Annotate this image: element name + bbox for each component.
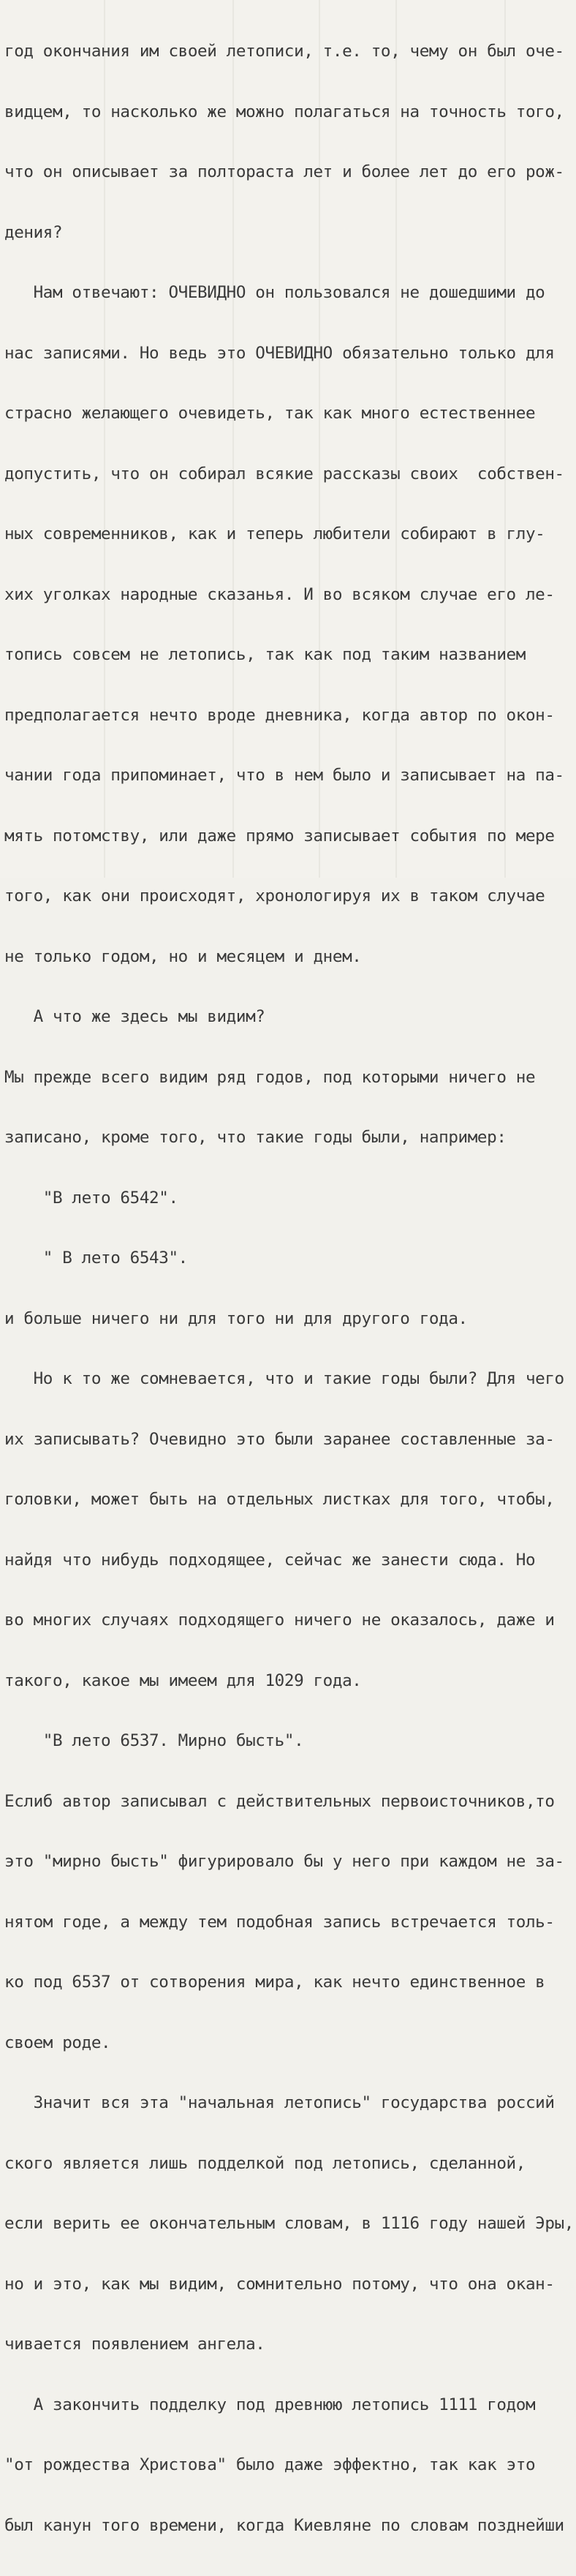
text-line: "В лето 6537. Мирно бысть". [4,1731,304,1750]
text-line: ных современников, как и теперь любители собирают в глу- [4,524,545,543]
text-line: если верить ее окончательным словам, в 1116 году нашей Эры, [4,2214,574,2233]
text-line: ко под 6537 от сотворения мира, как нечто единственное в [4,1973,545,1992]
text-line: "В лето 6542". [4,1188,178,1208]
text-line: хих уголках народные сказанья. И во всяком случае его ле- [4,584,555,604]
text-line: год окончания им своей летописи, т.е. то, чему он был оче- [4,42,564,61]
text-line: того, как они происходят, хронологируя их в таком случае [4,886,545,905]
text-line: записано, кроме того, что такие годы были, например: [4,1128,507,1147]
text-line: своем роде. [4,2033,111,2052]
text-line: предполагается нечто вроде дневника, когда автор по окон- [4,705,555,725]
text-line: " В лето 6543". [4,1249,188,1268]
text-line: нас записями. Но ведь это ОЧЕВИДНО обязательно только для [4,343,555,363]
text-line: такого, какое мы имеем для 1029 года. [4,1671,362,1690]
text-line: Еслиб автор записывал с действительных первоисточников,то [4,1791,555,1811]
text-line: головки, может быть на отдельных листках для того, чтобы, [4,1490,555,1509]
text-line: найдя что нибудь подходящее, сейчас же занести сюда. Но [4,1550,536,1570]
text-line: но и это, как мы видим, сомнительно потому, что она окан- [4,2274,555,2294]
typewritten-text [4,1,576,2576]
text-line: страсно желающего очевидеть, так как много естественнее [4,404,536,423]
text-line: мять потомству, или даже прямо записывает события по мере [4,826,555,846]
text-line: нятом годе, а между тем подобная запись встречается толь- [4,1912,555,1932]
text-line: был канун того времени, когда Киевляне по словам позднейши [4,2515,564,2535]
text-line: чивается появлением ангела. [4,2335,265,2354]
text-line: Мы прежде всего видим ряд годов, под которыми ничего не [4,1067,536,1087]
text-line: во многих случаях подходящего ничего не оказалось, даже и [4,1611,555,1630]
text-line: чании года припоминает, что в нем было и записывает на па- [4,766,564,785]
text-line: их записывать? Очевидно это были заранее составленные за- [4,1429,555,1449]
text-line: Но к то же сомневается, что и такие годы были? Для чего [4,1369,564,1388]
text-line: дения? [4,222,63,242]
text-line: это "мирно бысть" фигурировало бы у него при каждом не за- [4,1852,564,1871]
text-line: что он описывает за полтораста лет и более лет до его рож- [4,162,564,181]
text-line: не только годом, но и месяцем и днем. [4,946,362,966]
text-line: ского является лишь подделкой под летопись, сделанной, [4,2153,526,2173]
text-line: допустить, что он собирал всякие рассказы своих собствен- [4,464,564,483]
text-line: и больше ничего ни для того ни для другого года. [4,1308,468,1328]
text-line: А закончить подделку под древнюю летопись 1111 годом [4,2395,536,2414]
text-line: Значит вся эта "начальная летопись" государства россий [4,2093,555,2112]
text-line: А что же здесь мы видим? [4,1007,265,1026]
text-line: "от рождества Христова" было даже эффектно, так как это [4,2455,536,2474]
text-line: видцем, то насколько же можно полагаться на точность того, [4,102,564,121]
text-line: Нам отвечают: ОЧЕВИДНО он пользовался не дошедшими до [4,283,545,302]
text-line: топись совсем не летопись, так как под таким названием [4,645,526,664]
